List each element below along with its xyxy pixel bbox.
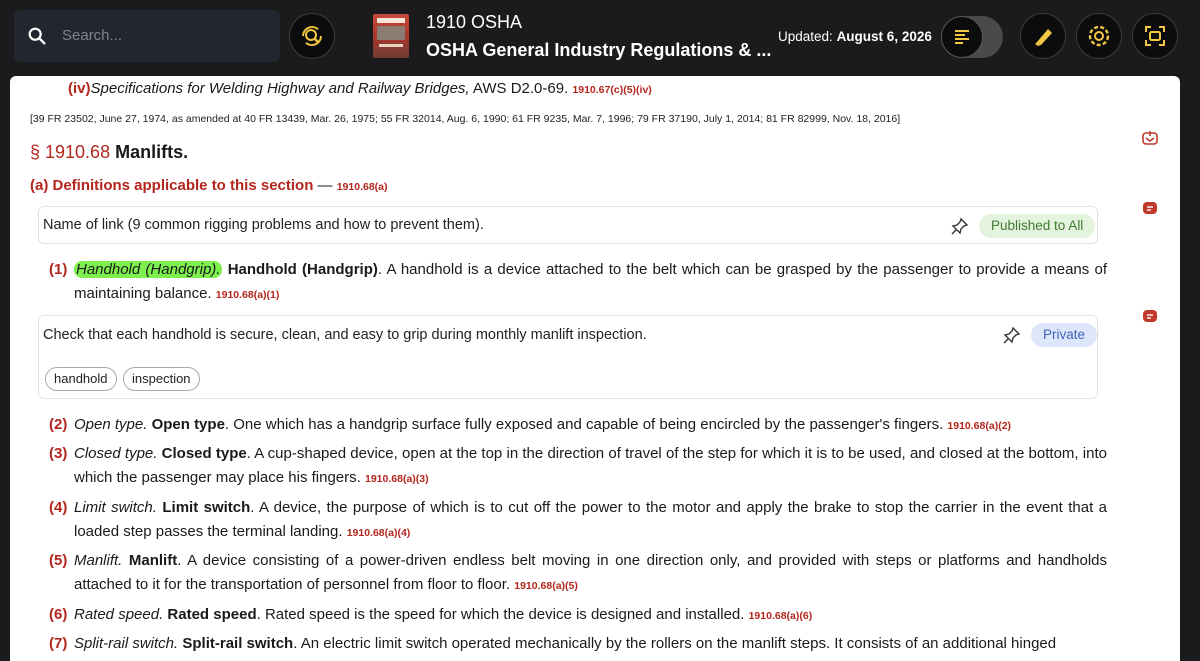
definition-text: . A device, the purpose of which is to cut off the power to the motor and apply the brake to stop the carrier in the event that a loaded step passes the terminal landing. xyxy=(74,499,1107,540)
reference-link[interactable]: 1910.68(a)(3) xyxy=(365,473,429,485)
refresh-search-icon xyxy=(298,22,326,50)
definition-item xyxy=(49,442,1107,491)
term-bold: Rated speed xyxy=(167,606,257,623)
item-number: (2) xyxy=(49,416,68,433)
item-spec: AWS D2.0-69. xyxy=(469,80,569,97)
term-bold: Open type xyxy=(151,416,225,433)
toggle-knob xyxy=(941,16,983,58)
annotation-note[interactable] xyxy=(38,315,1098,399)
section-heading xyxy=(30,142,188,163)
outline-list-icon xyxy=(951,26,973,48)
focus-mode-button[interactable] xyxy=(1132,13,1178,59)
settings-button[interactable] xyxy=(1076,13,1122,59)
reference-link[interactable]: 1910.68(a)(2) xyxy=(947,420,1012,432)
term-bold: Closed type xyxy=(161,445,247,462)
definition-text: . One which has a handgrip surface fully exposed and capable of being encircled by the passenger's fingers. xyxy=(224,416,944,433)
pin-icon[interactable] xyxy=(951,217,969,235)
note-text: Name of link (9 common rigging problems and how to prevent them). xyxy=(43,217,484,233)
search-icon xyxy=(26,25,48,47)
reference-link[interactable]: 1910.68(a)(5) xyxy=(514,580,578,592)
outline-toggle[interactable] xyxy=(941,16,1003,58)
subsection-label: (a) Definitions applicable to this section xyxy=(30,177,314,194)
prev-item xyxy=(68,80,652,97)
annotation-note[interactable] xyxy=(38,206,1098,244)
term-italic: Open type. xyxy=(74,416,148,433)
definition-item xyxy=(49,549,1107,598)
item-number: (3) xyxy=(49,445,68,462)
term-italic: Closed type. xyxy=(74,445,158,462)
definition-item xyxy=(49,496,1107,545)
tag-chip[interactable]: handhold xyxy=(45,367,117,391)
item-number: (4) xyxy=(49,499,68,516)
top-bar xyxy=(0,0,1200,76)
note-marker-icon[interactable] xyxy=(1140,306,1160,326)
definition-text: . A device consisting of a power-driven endless belt moving in one direction only, and provided with steps or platforms and handholds attached to it for the transportation of personnel from floor to floor. xyxy=(74,552,1107,593)
item-number: (6) xyxy=(49,606,68,623)
definition-item xyxy=(49,258,1107,307)
reference-link[interactable]: 1910.68(a)(1) xyxy=(215,289,280,301)
focus-frame-icon xyxy=(1141,22,1169,50)
tag-chip[interactable]: inspection xyxy=(123,367,200,391)
definition-item xyxy=(49,413,1107,438)
section-number: § 1910.68 xyxy=(30,142,111,162)
definition-text: . A cup-shaped device, open at the top in the direction of travel of the step for which it is to be used, and closed at the bottom, into which the passenger may place his fingers. xyxy=(74,445,1107,486)
item-number: (iv) xyxy=(68,80,91,97)
reference-link[interactable]: 1910.68(a) xyxy=(336,181,388,193)
item-number: (5) xyxy=(49,552,68,569)
term-bold: Manlift xyxy=(128,552,178,569)
refresh-search-button[interactable] xyxy=(289,13,335,59)
term-italic: Limit switch. xyxy=(74,499,157,516)
inbox-note-icon[interactable] xyxy=(1140,128,1160,148)
reference-link[interactable]: 1910.68(a)(4) xyxy=(346,527,411,539)
book-cover xyxy=(373,14,409,58)
term-italic: Manlift. xyxy=(74,552,123,569)
subsection-dash: — xyxy=(313,177,337,194)
pin-icon[interactable] xyxy=(1003,326,1021,344)
term-bold: Limit switch xyxy=(162,499,251,516)
updated-date: August 6, 2026 xyxy=(836,29,932,44)
term-italic: Split-rail switch. xyxy=(74,635,179,652)
definition-item xyxy=(49,603,1107,628)
citation: [39 FR 23502, June 27, 1974, as amended at 40 FR 13439, Mar. 26, 1975; 55 FR 32014, Aug. 6, 1990; 61 FR 9235, Mar. 7, 1996; 79 FR 37190, July 1, 2014; 81 FR 82999, Nov. 18, 2016] xyxy=(30,113,901,125)
note-text: Check that each handhold is secure, clean, and easy to grip during monthly manlift inspection. xyxy=(43,327,647,343)
search-box[interactable] xyxy=(14,10,280,62)
doc-title: 1910 OSHA xyxy=(426,12,523,32)
definition-text: . An electric limit switch operated mechanically by the rollers on the manlift steps. It consists of an additional hinged xyxy=(293,635,1057,652)
subsection-heading xyxy=(30,177,388,194)
note-marker-icon[interactable] xyxy=(1140,198,1160,218)
highlighter-icon xyxy=(1029,22,1057,50)
definition-text: . A handhold is a device attached to the belt which can be grasped by the passenger to provide a means of maintaining balance. xyxy=(74,261,1107,302)
definition-text: . Rated speed is the speed for which the device is designed and installed. xyxy=(256,606,745,623)
doc-subtitle[interactable]: OSHA General Industry Regulations & ... xyxy=(426,40,772,60)
reference-link[interactable]: 1910.67(c)(5)(iv) xyxy=(572,84,652,96)
item-number: (1) xyxy=(49,261,68,278)
section-title: Manlifts. xyxy=(110,142,189,162)
visibility-badge: Private xyxy=(1031,323,1097,347)
highlighted-term[interactable]: Handhold (Handgrip). xyxy=(76,261,221,278)
updated-label: Updated: xyxy=(778,29,833,44)
item-number: (7) xyxy=(49,635,68,652)
definition-item xyxy=(49,632,1107,656)
term-italic: Rated speed. xyxy=(74,606,164,623)
term-bold: Split-rail switch xyxy=(182,635,294,652)
gear-icon xyxy=(1085,22,1113,50)
search-input[interactable]: Search... xyxy=(62,27,123,44)
item-title: Specifications for Welding Highway and Railway Bridges, xyxy=(90,80,470,97)
term-bold: Handhold (Handgrip) xyxy=(227,261,378,278)
updated-info xyxy=(778,29,932,44)
document-panel xyxy=(10,76,1180,661)
visibility-badge: Published to All xyxy=(979,214,1095,238)
highlighter-button[interactable] xyxy=(1020,13,1066,59)
reference-link[interactable]: 1910.68(a)(6) xyxy=(748,610,813,622)
